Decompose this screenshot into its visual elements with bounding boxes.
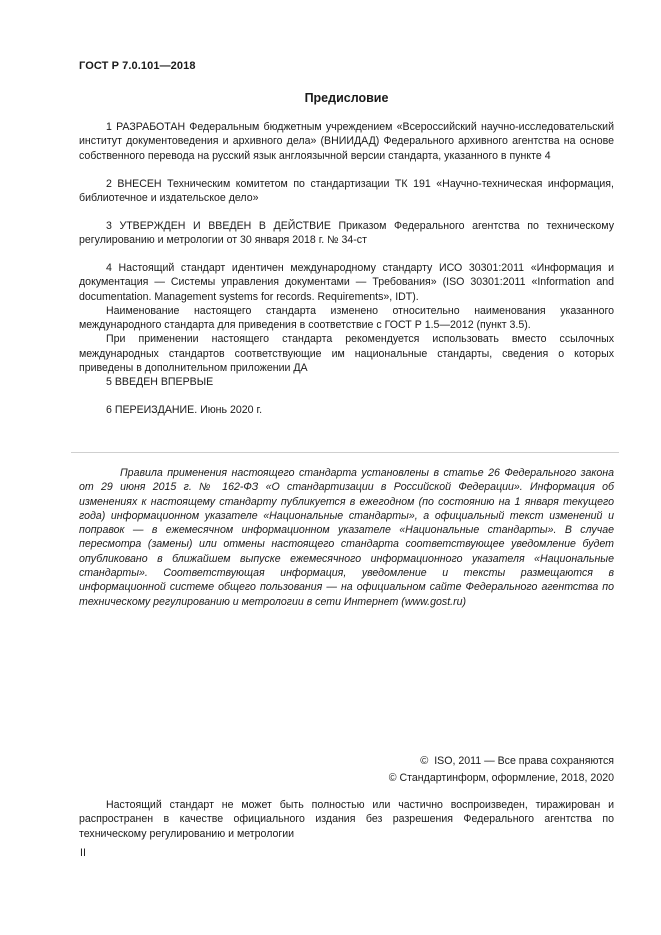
reproduction-notice (79, 798, 614, 841)
section-3-text: 3 УТВЕРЖДЕН И ВВЕДЕН В ДЕЙСТВИЕ Приказом Федерального агентства по техническому регулированию и метрологии от 30 января 2018 г. № 34-ст (79, 220, 614, 247)
section-4-para-2: Наименование настоящего стандарта изменено относительно наименования указанного международного стандарта для приведения в соответствие с ГОСТ Р 1.5—2012 (пункт 3.5). (79, 304, 614, 332)
section-2-text: 2 ВНЕСЕН Техническим комитетом по стандартизации ТК 191 «Научно-техническая информация, библиотечное и издательское дело» (79, 178, 614, 205)
reproduction-notice-text: Настоящий стандарт не может быть полностью или частично воспроизведен, тиражирован и распространен в качестве официального издания без разрешения Федерального агентства по техническому регулированию и метрологии (79, 799, 614, 840)
section-5-text: 5 ВВЕДЕН ВПЕРВЫЕ (106, 376, 214, 388)
application-rules-notice (79, 466, 614, 609)
copyright-icon: © (420, 755, 429, 767)
application-rules-text: Правила применения настоящего стандарта установлены в статье 26 Федерального закона от 29 июня 2015 г. № 162-ФЗ «О стандартизации в Российской Федерации». Информация об изменениях к настоящему стандарту публикуется в ежегодном (по состоянию на 1 января текущего года) информационном указателе «Национальные стандарты», а официальный текст изменений и поправок — в ежемесячном информационном указателе «Национальные стандарты». В случае пересмотра (замены) или отмены настоящего стандарта соответствующее уведомление будет опубликовано в ближайшем выпуске ежемесячного информационного указателя «Национальные стандарты». Соответствующая информация, уведомление и тексты размещаются в информационной системе общего пользования — на официальном сайте Федерального агентства по техническому регулированию и метрологии в сети Интернет (www.gost.ru) (79, 467, 614, 608)
section-4 (79, 261, 614, 375)
section-4-para-3: При применении настоящего стандарта рекомендуется использовать вместо ссылочных международных стандартов соответствующие им национальные стандарты, сведения о которых приведены в дополнительном приложении ДА (79, 333, 614, 375)
section-1 (79, 120, 614, 163)
section-5 (79, 375, 614, 389)
divider-rule (71, 452, 619, 453)
section-6 (79, 403, 614, 417)
section-3 (79, 219, 614, 248)
page-title: Предисловие (304, 91, 389, 105)
section-1-text: 1 РАЗРАБОТАН Федеральным бюджетным учреждением «Всероссийский научно-исследовательский институт документоведения и архивного дела» (ВНИИДАД) Федерального архивного агентства на основе собственного перевода на русский язык англоязычной версии стандарта, указанного в пункте 4 (79, 121, 614, 162)
page-number: II (80, 847, 86, 859)
section-4-text: 4 Настоящий стандарт идентичен международному стандарту ИСО 30301:2011 «Информация и документация — Системы управления документами — Требования» (ISO 30301:2011 «Information and documentation. Management systems for records. Requirements», IDT). (79, 262, 614, 303)
standartinform-copyright: © Стандартинформ, оформление, 2018, 2020 (388, 772, 614, 784)
section-2 (79, 177, 614, 206)
standard-header: ГОСТ Р 7.0.101—2018 (79, 60, 196, 72)
iso-copyright (420, 753, 614, 770)
iso-copyright-text: ISO, 2011 — Все права сохраняются (434, 755, 614, 767)
section-6-text: 6 ПЕРЕИЗДАНИЕ. Июнь 2020 г. (106, 404, 263, 416)
